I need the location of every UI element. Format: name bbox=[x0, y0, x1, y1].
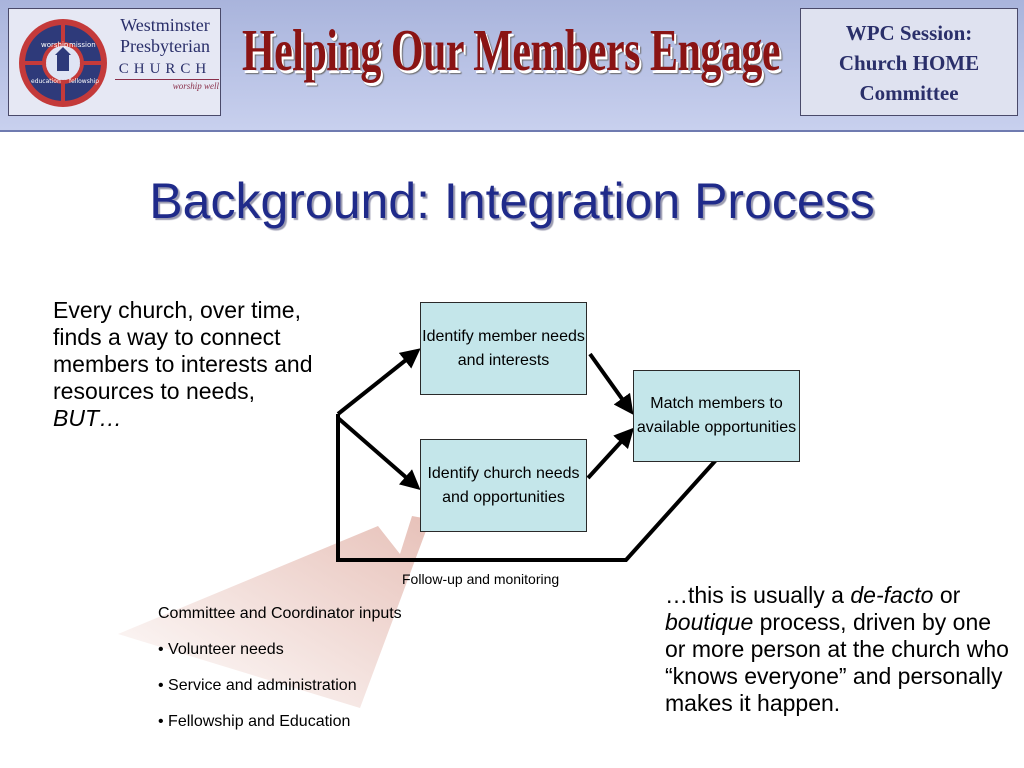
church-name-line2: Presbyterian bbox=[120, 36, 210, 56]
node-label: Identify member needs and interests bbox=[422, 327, 585, 369]
seal-word: education bbox=[31, 78, 61, 85]
conclusion-paragraph bbox=[665, 582, 1017, 717]
arrow-to-church-needs bbox=[338, 418, 416, 486]
inputs-item: • Fellowship and Education bbox=[158, 713, 351, 730]
session-line: Church HOME bbox=[838, 51, 980, 75]
arrow-church-to-match bbox=[588, 432, 630, 478]
church-tagline: worship well bbox=[115, 79, 219, 91]
node-match-members bbox=[633, 370, 800, 462]
conclusion-text: process, driven by one or more person at the church who “knows everyone” and personally makes it happen. bbox=[665, 609, 1009, 716]
session-line: WPC Session: bbox=[845, 21, 973, 45]
seal-word: worship bbox=[41, 41, 69, 49]
node-identify-church-needs bbox=[420, 439, 587, 532]
inputs-list bbox=[158, 603, 402, 747]
conclusion-emphasis: boutique bbox=[665, 609, 754, 635]
node-identify-member-needs bbox=[420, 302, 587, 395]
node-label: Identify church needs and opportunities bbox=[427, 464, 580, 506]
intro-emphasis: BUT… bbox=[53, 405, 122, 431]
banner-title: Helping Our Members Engage bbox=[241, 19, 781, 84]
conclusion-text: …this is usually a bbox=[665, 582, 851, 608]
inputs-item: • Service and administration bbox=[158, 677, 357, 694]
node-label: Match members to available opportunities bbox=[636, 395, 797, 436]
seal-word: mission bbox=[69, 41, 96, 49]
church-name-line1: Westminster bbox=[120, 15, 210, 35]
arrow-member-to-match bbox=[590, 354, 630, 410]
slide-title: Background: Integration Process bbox=[149, 173, 875, 229]
loop-label: Follow-up and monitoring bbox=[402, 571, 560, 587]
inputs-item: • Volunteer needs bbox=[158, 641, 284, 658]
intro-text: Every church, over time, finds a way to connect members to interests and resources to needs, bbox=[53, 297, 313, 404]
session-line: Committee bbox=[859, 81, 959, 105]
conclusion-text: or bbox=[933, 582, 961, 608]
arrow-to-member-needs bbox=[338, 352, 416, 414]
conclusion-emphasis: de-facto bbox=[850, 582, 934, 608]
inputs-heading: Committee and Coordinator inputs bbox=[158, 605, 402, 622]
church-name-line3: CHURCH bbox=[118, 61, 212, 77]
seal-word: fellowship bbox=[69, 78, 100, 85]
